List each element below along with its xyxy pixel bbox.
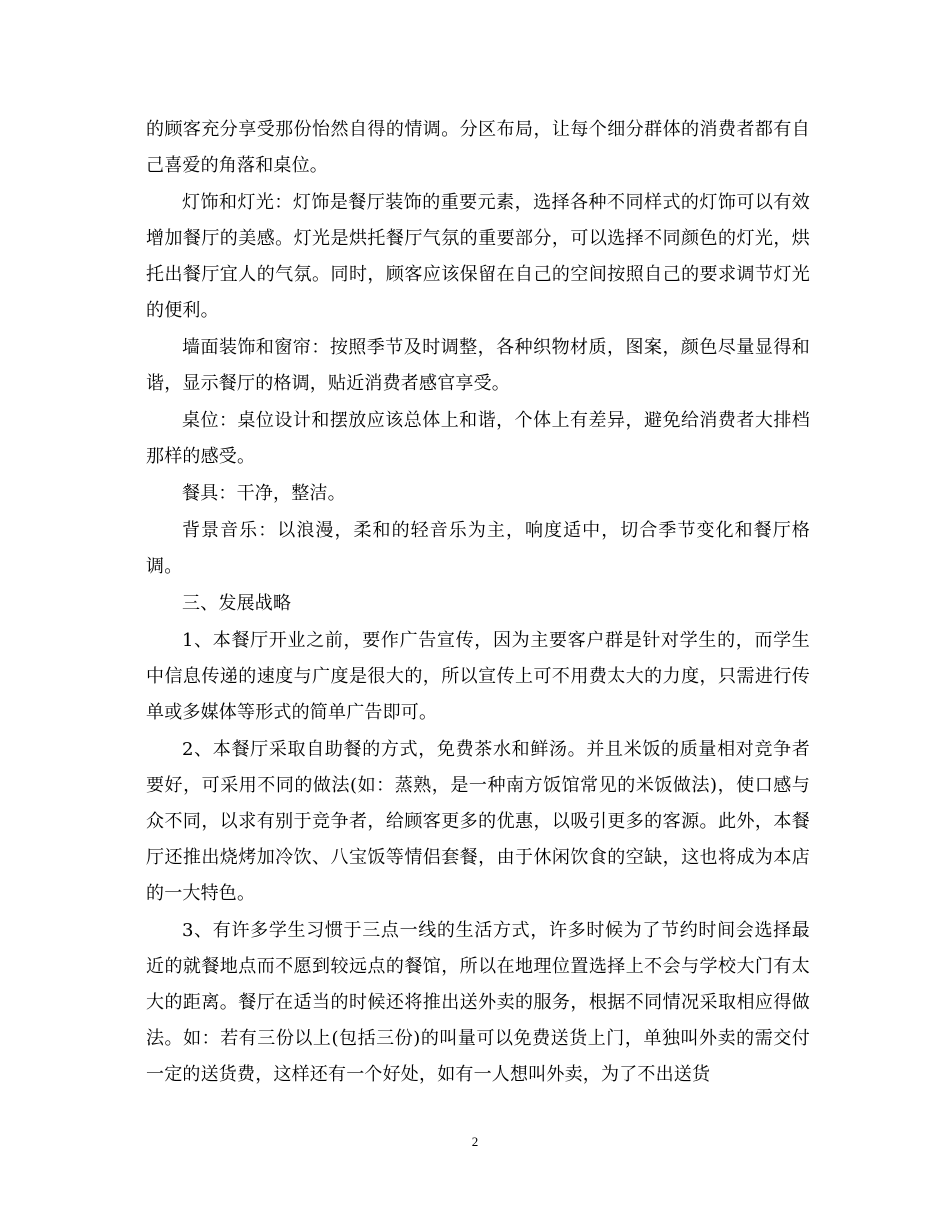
paragraph-background-music: 背景音乐：以浪漫，柔和的轻音乐为主，响度适中，切合季节变化和餐厅格调。 — [146, 520, 810, 577]
paragraph-lighting: 灯饰和灯光：灯饰是餐厅装饰的重要元素，选择各种不同样式的灯饰可以有效增加餐厅的美感。灯光是烘托餐厅气氛的重要部分，可以选择不同颜色的灯光，烘托出餐厅宜人的气氛。同时，顾客应该保留在自己的空间按照自己的要求调节灯光的便利。 — [146, 192, 810, 321]
paragraph-continuation: 的顾客充分享受那份怡然自得的情调。分区布局，让每个细分群体的消费者都有自己喜爱的角落和桌位。 — [146, 119, 810, 176]
page-number: 2 — [471, 1134, 479, 1149]
paragraph-strategy-2: 2、本餐厅采取自助餐的方式，免费茶水和鲜汤。并且米饭的质量相对竞争者要好，可采用不同的做法(如：蒸熟，是一种南方饭馆常见的米饭做法)，使口感与众不同，以求有别于竞争者，给顾客更多的优惠，以吸引更多的客源。此外，本餐厅还推出烧烤加冷饮、八宝饭等情侣套餐，由于休闲饮食的空缺，这也将成为本店的一大特色。 — [146, 739, 810, 904]
paragraph-wall-decoration: 墙面装饰和窗帘：按照季节及时调整，各种织物材质，图案，颜色尽量显得和谐，显示餐厅的格调，贴近消费者感官享受。 — [146, 337, 810, 394]
paragraph-tables: 桌位：桌位设计和摆放应该总体上和谐，个体上有差异，避免给消费者大排档那样的感受。 — [146, 410, 810, 467]
paragraph-strategy-1: 1、本餐厅开业之前，要作广告宣传，因为主要客户群是针对学生的，而学生中信息传递的速度与广度是很大的，所以宣传上可不用费太大的力度，只需进行传单或多媒体等形式的简单广告即可。 — [146, 630, 810, 723]
paragraph-tableware: 餐具：干净，整洁。 — [182, 483, 346, 504]
section-heading-strategy: 三、发展战略 — [182, 593, 292, 614]
document-body — [146, 112, 810, 1093]
paragraph-strategy-3: 3、有许多学生习惯于三点一线的生活方式，许多时候为了节约时间会选择最近的就餐地点而不愿到较远点的餐馆，所以在地理位置选择上不会与学校大门有太大的距离。餐厅在适当的时候还将推出送外卖的服务，根据不同情况采取相应得做法。如：若有三份以上(包括三份)的叫量可以免费送货上门，单独叫外卖的需交付一定的送货费，这样还有一个好处，如有一人想叫外卖，为了不出送货 — [146, 920, 810, 1085]
